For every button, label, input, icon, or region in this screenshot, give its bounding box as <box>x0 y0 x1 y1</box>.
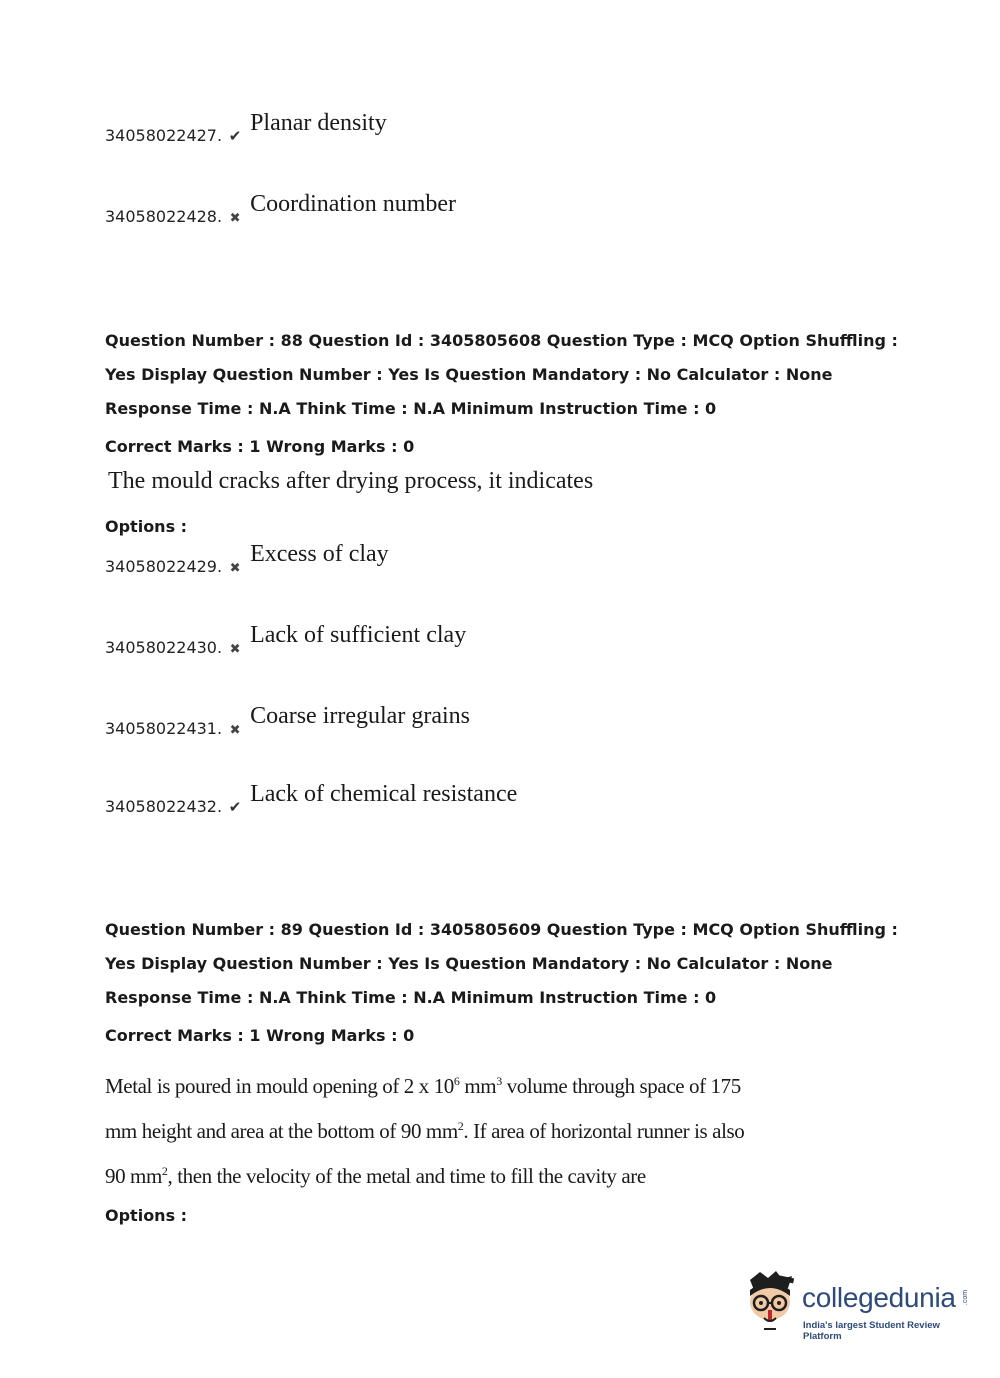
correct-check-icon: ✔ <box>228 798 242 816</box>
option-id: 34058022428. <box>105 207 223 226</box>
option-row <box>105 110 387 145</box>
option-text: Coordination number <box>250 191 457 217</box>
option-id: 34058022432. <box>105 797 223 816</box>
superscript: 3 <box>496 1074 502 1088</box>
option-row <box>105 703 470 738</box>
option-row <box>105 191 457 226</box>
logo-tagline: India's largest Student Review Platform <box>803 1320 940 1342</box>
question-text <box>105 1061 745 1196</box>
option-text: Lack of chemical resistance <box>250 781 518 807</box>
wrong-cross-icon: ✖ <box>229 211 241 226</box>
option-id: 34058022430. <box>105 638 223 657</box>
option-row <box>105 541 389 576</box>
superscript: 6 <box>453 1074 460 1088</box>
options-label: Options : <box>105 1206 188 1225</box>
option-row <box>105 622 467 657</box>
marks-line: Correct Marks : 1 Wrong Marks : 0 <box>105 1026 415 1045</box>
superscript: 2 <box>161 1164 168 1178</box>
wrong-cross-icon: ✖ <box>229 723 241 738</box>
option-text: Coarse irregular grains <box>250 703 470 729</box>
option-row <box>105 781 518 816</box>
option-id: 34058022429. <box>105 557 223 576</box>
question-text-part: , then the velocity of the metal and time to fill the cavity are <box>167 1164 646 1188</box>
question-text-part: volume through space of 175 mm height and area at the bottom of 90 mm <box>105 1074 741 1143</box>
option-id: 34058022431. <box>105 719 223 738</box>
collegedunia-logo <box>742 1270 972 1340</box>
wrong-cross-icon: ✖ <box>229 561 241 576</box>
option-text: Lack of sufficient clay <box>250 622 467 648</box>
question-meta: Question Number : 89 Question Id : 3405805609 Question Type : MCQ Option Shuffling : Yes Display Question Number : Yes Is Question Mandatory : No Calculator : None Response Time : N.A Think Time : N.A Minimum Instruction Time : 0 <box>105 920 898 1007</box>
question-text-part: mm <box>459 1074 497 1098</box>
options-label: Options : <box>105 517 188 536</box>
logo-brand: collegedunia <box>802 1282 956 1313</box>
question-meta: Question Number : 88 Question Id : 3405805608 Question Type : MCQ Option Shuffling : Yes Display Question Number : Yes Is Question Mandatory : No Calculator : None Response Time : N.A Think Time : N.A Minimum Instruction Time : 0 <box>105 331 898 418</box>
correct-check-icon: ✔ <box>228 127 242 145</box>
option-id: 34058022427. <box>105 126 223 145</box>
wrong-cross-icon: ✖ <box>229 642 241 657</box>
marks-line: Correct Marks : 1 Wrong Marks : 0 <box>105 437 415 456</box>
option-text: Excess of clay <box>250 541 389 567</box>
question-text-part: Metal is poured in mould opening of 2 x 10 <box>105 1074 454 1098</box>
mascot-icon <box>742 1270 800 1340</box>
question-text: The mould cracks after drying process, it indicates <box>108 468 594 494</box>
option-text: Planar density <box>250 110 387 136</box>
superscript: 2 <box>457 1119 464 1133</box>
question-text-part: . If area of horizontal runner is also 90 mm <box>105 1119 745 1188</box>
logo-suffix: .com <box>962 1289 970 1306</box>
